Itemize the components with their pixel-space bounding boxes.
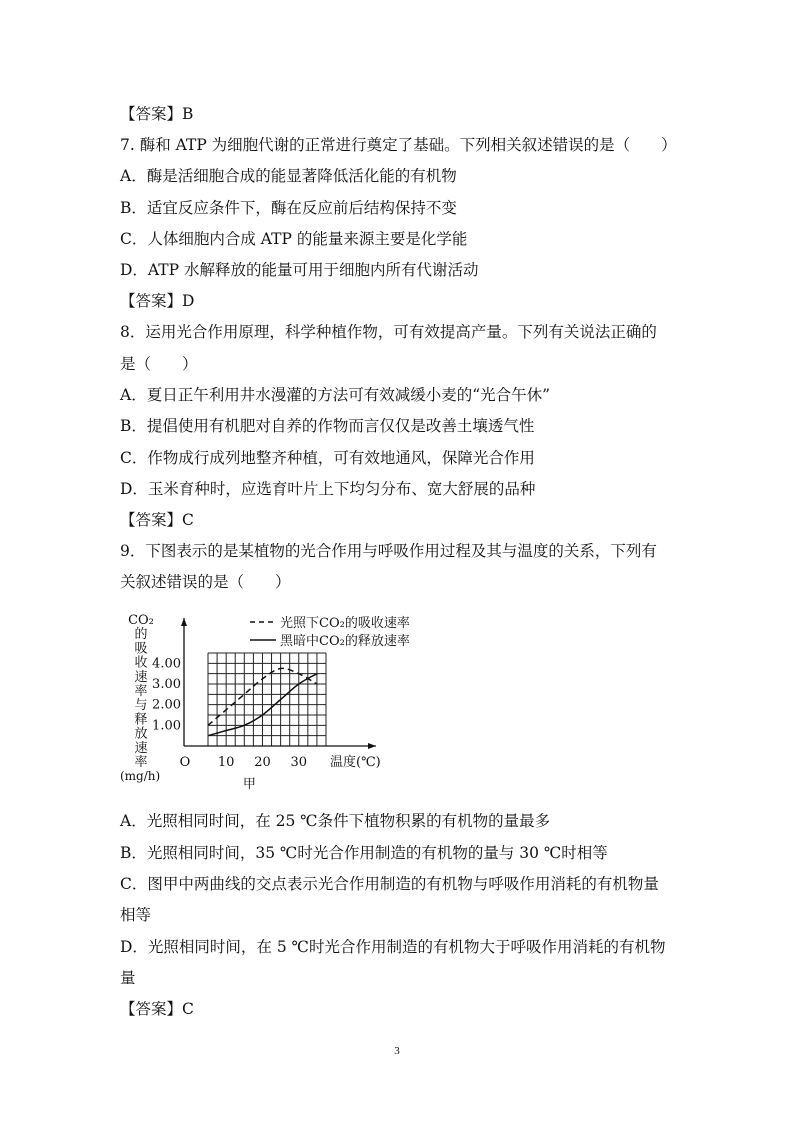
temperature-rate-chart: [118, 606, 458, 800]
q6-answer: 【答案】B: [120, 105, 194, 123]
q9-option-a: A．光照相同时间，在 25 ℃条件下植物积累的有机物的量最多: [120, 812, 551, 830]
q8-option-a: A．夏日正午利用井水漫灌的方法可有效减缓小麦的“光合午休”: [120, 386, 551, 404]
page-number: 3: [394, 1045, 400, 1057]
q8-option-d: D．玉米育种时，应选育叶片上下均匀分布、宽大舒展的品种: [120, 480, 536, 498]
y-axis-label: 速: [134, 740, 148, 756]
y-axis-label: 收: [134, 655, 148, 671]
x-axis-label: 温度(℃): [330, 755, 381, 770]
q8-stem-line1: 8．运用光合作用原理，科学种植作物，可有效提高产量。下列有关说法正确的: [120, 323, 657, 341]
q9-option-c-line2: 相等: [120, 906, 152, 924]
q8-option-b: B．提倡使用有机肥对自养的作物而言仅仅是改善土壤透气性: [120, 417, 535, 435]
legend-label: 黑暗中CO₂的释放速率: [280, 634, 410, 649]
origin-label: O: [179, 755, 191, 770]
y-axis-label: 率: [134, 755, 148, 770]
y-axis-label: 速: [134, 669, 148, 685]
y-axis-label: 的: [134, 627, 148, 643]
q7-option-d: D．ATP 水解释放的能量可用于细胞内所有代谢活动: [120, 261, 479, 279]
x-tick-label: 30: [290, 755, 308, 770]
x-tick-label: 20: [254, 755, 271, 770]
q7-option-c: C．人体细胞内合成 ATP 的能量来源主要是化学能: [120, 230, 468, 248]
chart-caption: 甲: [242, 777, 256, 792]
x-axis-arrow: [368, 743, 376, 749]
y-axis-label: (mg/h): [120, 769, 161, 784]
x-tick-label: 10: [217, 755, 235, 770]
q9-option-d-line2: 量: [120, 969, 136, 987]
q8-answer: 【答案】C: [120, 511, 194, 529]
q8-option-c: C．作物成行成列地整齐种植，可有效地通风，保障光合作用: [120, 449, 535, 467]
legend-label: 光照下CO₂的吸收速率: [280, 616, 410, 631]
y-tick-label: 4.00: [152, 656, 181, 672]
y-axis-label: 放: [134, 726, 148, 742]
q9-answer: 【答案】C: [120, 1000, 194, 1018]
q9-option-b: B．光照相同时间，35 ℃时光合作用制造的有机物的量与 30 ℃时相等: [120, 844, 608, 862]
y-axis-label: 释: [134, 712, 148, 728]
q7-answer: 【答案】D: [120, 292, 195, 310]
y-axis-label: 吸: [134, 641, 148, 657]
chart-svg: [118, 606, 458, 800]
y-axis-label: 率: [134, 684, 148, 699]
q7-option-b: B．适宜反应条件下，酶在反应前后结构保持不变: [120, 199, 457, 217]
q7-stem: 7. 酶和 ATP 为细胞代谢的正常进行奠定了基础。下列相关叙述错误的是（ ）: [120, 136, 677, 154]
q9-stem-line2: 关叙述错误的是（ ）: [120, 573, 291, 591]
y-axis-arrow: [181, 618, 187, 626]
q9-stem-line1: 9．下图表示的是某植物的光合作用与呼吸作用过程及其与温度的关系，下列有: [120, 542, 657, 560]
q7-option-a: A．酶是活细胞合成的能显著降低活化能的有机物: [120, 167, 457, 185]
y-axis-label: 与: [134, 698, 148, 714]
q9-option-d-line1: D．光照相同时间，在 5 ℃时光合作用制造的有机物大于呼吸作用消耗的有机物: [120, 938, 666, 956]
y-tick-label: 3.00: [152, 677, 181, 692]
y-tick-label: 2.00: [152, 697, 181, 713]
y-tick-label: 1.00: [152, 718, 181, 734]
y-axis-label: CO₂: [128, 613, 154, 628]
q8-stem-line2: 是（ ）: [120, 355, 198, 373]
q9-option-c-line1: C．图甲中两曲线的交点表示光合作用制造的有机物与呼吸作用消耗的有机物量: [120, 875, 659, 893]
